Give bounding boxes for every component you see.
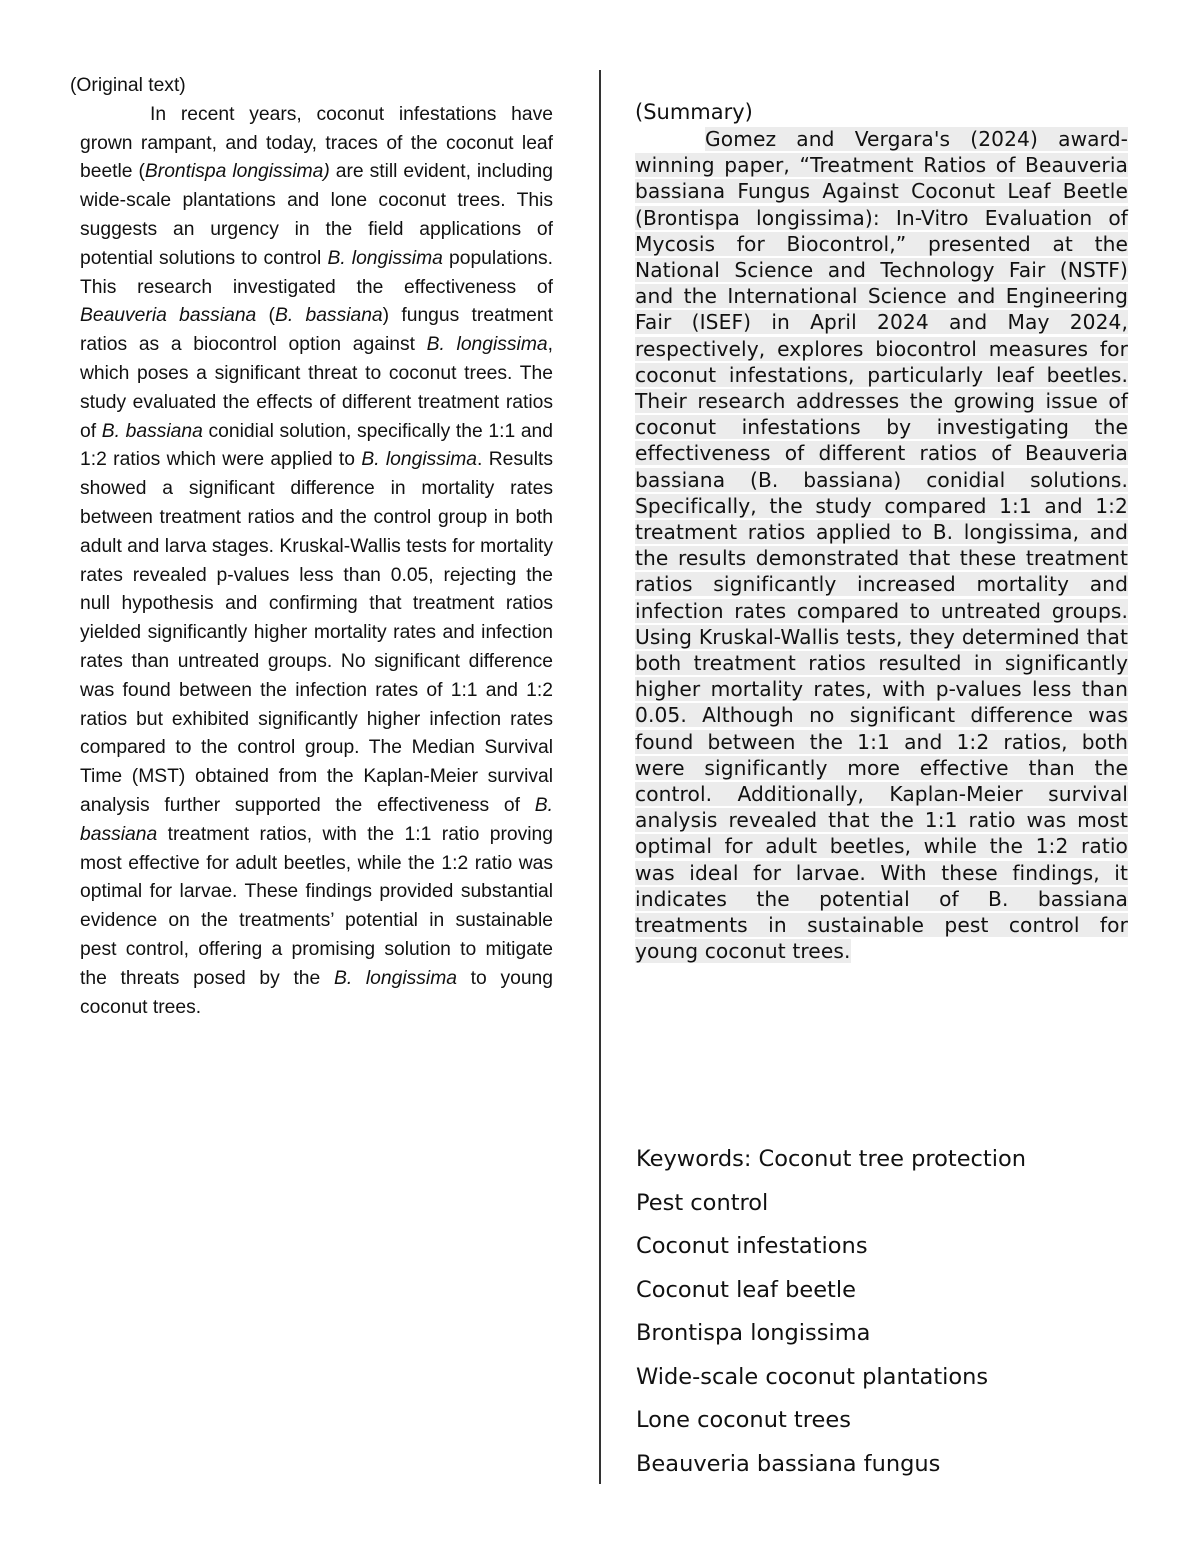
keyword-item: Coconut leaf beetle <box>636 1276 856 1303</box>
text-segment: ) fungus treatment ratios as a biocontrol option against <box>80 305 553 356</box>
text-segment: populations. This research investigated the effectiveness of <box>80 247 553 298</box>
text-segment: to young coconut trees. <box>80 967 553 1018</box>
italic-term: B. bassiana <box>80 794 553 845</box>
italic-term: B. longissima <box>333 967 457 989</box>
text-segment: treatment ratios, with the 1:1 ratio proving most effective for adult beetles, while the 1:2 ratio was optimal for larvae. These findings provided substantial evidence on the treatments’ potential in sustainable pest control, offering a promising solution to mitigate the threats posed by the <box>80 823 553 989</box>
keyword-item: Keywords: Coconut tree protection <box>636 1146 1027 1172</box>
summary-section <box>635 98 1128 965</box>
italic-term: B. bassiana <box>101 420 203 442</box>
original-text-label: (Original text) <box>70 75 186 96</box>
keyword-item: Wide-scale coconut plantations <box>636 1363 989 1390</box>
summary-body <box>635 126 1128 965</box>
italic-term: B. longissima <box>361 449 477 471</box>
keyword-item: Pest control <box>636 1189 769 1216</box>
keywords-list <box>636 1142 1156 1490</box>
text-segment: . Results showed a significant difference in mortality rates between treatment ratios and the control group in both adult and larva stages. Kruskal-Wallis tests for mortality rates revealed p-values less than 0.05, rejecting the null hypothesis and confirming that treatment ratios yielded significantly higher mortality rates and infection rates than untreated groups. No significant difference was found between the infection rates of 1:1 and 1:2 ratios but exhibited significantly higher infection rates compared to the control group. The Median Survival Time (MST) obtained from the Kaplan-Meier survival analysis further supported the effectiveness of <box>80 449 553 816</box>
keyword-item: Coconut infestations <box>636 1233 868 1259</box>
italic-term: B. longissima <box>327 247 443 269</box>
italic-term: Beauveria bassiana <box>80 305 257 327</box>
original-text-section <box>70 72 553 1022</box>
italic-term: B. bassiana <box>274 305 383 327</box>
original-text-content <box>80 104 553 1018</box>
column-divider <box>599 70 601 1484</box>
keyword-item: Brontispa longissima <box>636 1320 871 1346</box>
italic-term: Brontispa longissima) <box>144 161 330 183</box>
summary-text: Gomez and Vergara's (2024) award-winning paper, “Treatment Ratios of Beauveria bassiana Fungus Against Coconut Leaf Beetle (Brontispa longissima): In-Vitro Evaluation of Mycosis for Biocontrol,” presented at the National Science and Technology Fair (NSTF) and the International Science and Engineering Fair (ISEF) in April 2024 and May 2024, respectively, explores biocontrol measures for coconut infestations, particularly leaf beetles. Their research addresses the growing issue of coconut infestations by investigating the effectiveness of different ratios of Beauveria bassiana (B. bassiana) conidial solutions. Specifically, the study compared 1:1 and 1:2 treatment ratios applied to B. longissima, and the results demonstrated that these treatment ratios significantly increased mortality and infection rates compared to untreated groups. Using Kruskal-Wallis tests, they determined that both treatment ratios resulted in significantly higher mortality rates, with p-values less than 0.05. Although no significant difference was found between the 1:1 and 1:2 ratios, both were significantly more effective than the control. Additionally, Kaplan-Meier survival analysis revealed that the 1:1 ratio was most optimal for adult beetles, while the 1:2 ratio was ideal for larvae. With these findings, it indicates the potential of B. bassiana treatments in sustainable pest control for young coconut trees. <box>635 127 1128 964</box>
text-segment: ( <box>256 305 275 327</box>
text-segment: In recent years, coconut infestations have grown rampant, and today, traces of the coconut leaf beetle ( <box>80 103 553 183</box>
italic-term: B. longissima <box>426 334 548 356</box>
keyword-item: Lone coconut trees <box>636 1407 851 1433</box>
text-segment: conidial solution, specifically the 1:1 and 1:2 ratios which were applied to <box>80 420 553 471</box>
summary-heading: (Summary) <box>635 100 753 124</box>
keyword-item: Beauveria bassiana fungus <box>636 1450 941 1477</box>
text-segment: are still evident, including wide-scale plantations and lone coconut trees. This suggests an urgency in the field applications of potential solutions to control <box>80 161 553 269</box>
original-text-body <box>70 101 553 1023</box>
text-segment: , which poses a significant threat to coconut trees. The study evaluated the effects of different treatment ratios of <box>80 334 553 442</box>
